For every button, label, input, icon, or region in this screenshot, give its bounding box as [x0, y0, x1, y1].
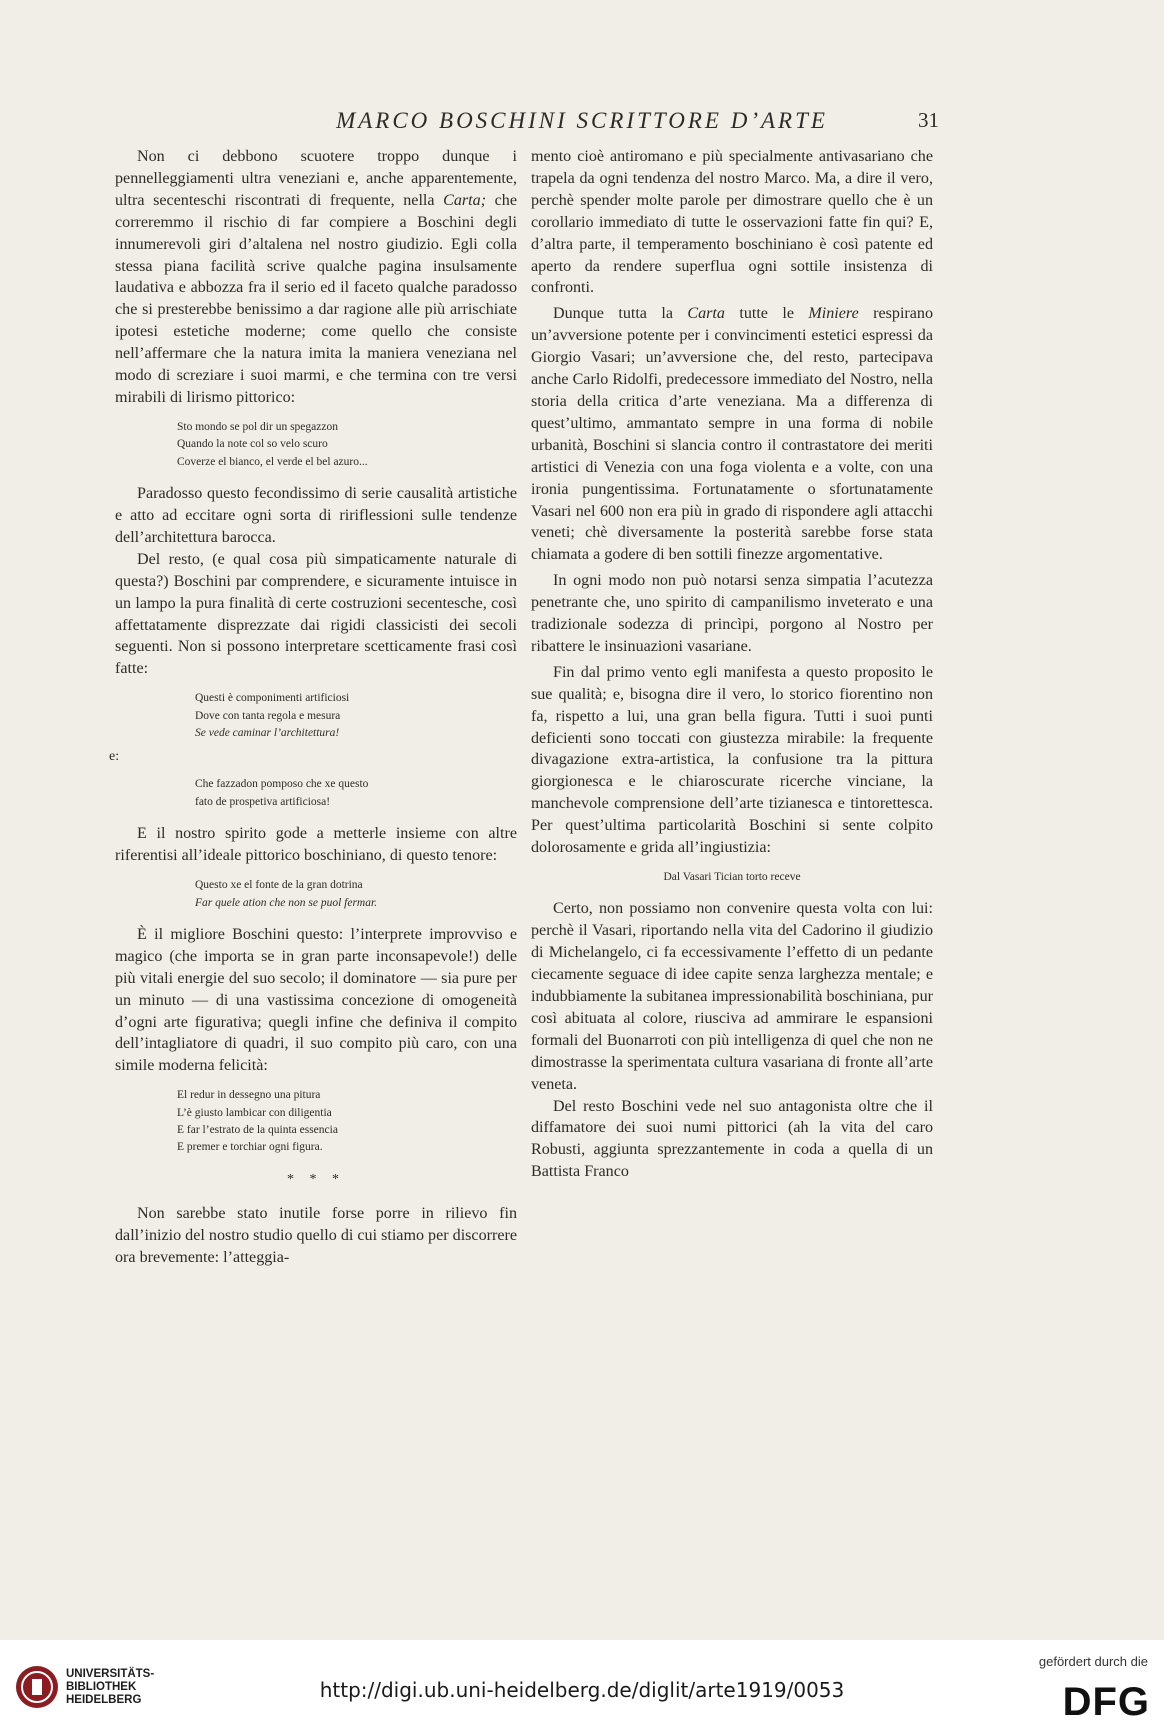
verse-quote [195, 690, 517, 742]
dfg-logo: DFG [1062, 1680, 1150, 1724]
verse-quote [177, 419, 517, 471]
verse-quote [195, 776, 517, 811]
paragraph: Non sarebbe stato inutile forse porre in rilievo fin dall’inizio del nostro studio quello di cui stiamo per discorrere ora brevemente: l’atteggia- [115, 1204, 517, 1266]
paragraph: Fin dal primo vento egli manifesta a questo proposito le sue qualità; e, bisogna dire il vero, lo storico fiorentino non fa, rispetto a lui, una gran bella figura. Tutti i suoi punti deficienti sono toccati con giustezza mirabile: la frequente divagazione extra-artistica, la confusione tra la pittura giorgionesca e le chiaroscurate ricerche vinciane, la manchevole comprensione dell’arte tizianesca e tintorettesca. Per quest’ultima particolarità Boschini si sente colpito dolorosamente e grida all’ingiustizia: [531, 663, 933, 857]
paragraph: Certo, non possiamo non convenire questa volta con lui: perchè il Vasari, riportando nella vita del Cadorino il giudizio di Michelangelo, ci fa eccessivamente l’effetto di un pedante ciecamente seguace di idee capite senza larghezza mentale; e indubbiamente la subitanea impressionabilità boschiniana, pur così abituata al colore, riusciva ad ammirare le espansioni formali del Buonarroti con più intelligenza di quel che non ne dimostrasse la sperimentata cultura vasariana di fronte all’arte veneta. [531, 900, 933, 1093]
verse-line: L’è giusto lambicar con diligentia [177, 1106, 332, 1119]
verse-line: Sto mondo se pol dir un spegazzon [177, 420, 338, 433]
italic-title: Carta [687, 305, 725, 323]
verse-line: Dal Vasari Tician torto receve [663, 871, 801, 883]
left-column [109, 146, 517, 1269]
verse-line: E far l’estrato de la quinta essencia [177, 1124, 338, 1137]
verse-line: E premer e torchiar ogni figura. [177, 1141, 323, 1154]
paragraph: Dunque tutta la Carta tutte le Miniere respirano un’avversione potente per i convincimenti estetici espressi da Giorgio Vasari; un’avversione che, del resto, partecipava anche Carlo Ridolfi, predecessore immediato del Nostro, nella storia della critica d’arte veneziana. Ma a differenza di quest’ultimo, ammantato sempre in una forma di nobile urbanità, Boschini si slancia contro il contrastatore dei meriti artistici di Venezia con una foga violenta e a volte, con una ironia pungentissima. Fortunatamente o sfortunatamente Vasari nel 600 non era più in grado di rispondere agli attacchi veneti; chè diversamente la posterità sarebbe forse stata chiamata a godere di ben sottili finezze argomentative. [531, 305, 934, 564]
verse-line: Se vede caminar l’architettura! [195, 727, 340, 740]
right-column [531, 146, 933, 1183]
paragraph: È il migliore Boschini questo: l’interprete improvviso e magico (che importa se in gran parte inconsapevole!) delle più vitali energie del suo secolo; il dominatore — sia pure per un minuto — di una vastissima concezione di omogeneità d’ogni arte figurativa; quegli infine che definiva il compito dell’intagliatore di quadri, il suo compito più caro, con una simile moderna felicità: [115, 925, 517, 1075]
conjunction: e: [109, 749, 120, 765]
verse-line: fato de prospetiva artificiosa! [195, 795, 331, 808]
page-number: 31 [918, 108, 939, 132]
section-separator: * * * [287, 1171, 345, 1187]
verse-line: Dove con tanta regola e mesura [195, 709, 341, 722]
verse-line: Questi è componimenti artificiosi [195, 692, 350, 705]
italic-title: Carta; [443, 191, 487, 209]
sponsor-label: gefördert durch die [1038, 1654, 1148, 1669]
verse-line: El redur in dessegno una pitura [177, 1089, 321, 1102]
verse-line: Questo xe el fonte de la gran dotrina [195, 879, 363, 892]
digitization-footer [0, 1640, 1164, 1734]
paragraph: mento cioè antiromano e più specialmente antivasariano che trapela da ogni tendenza del nostro Marco. Ma, a dire il vero, perchè spender molte parole per dimostrare quello che è un corollario immediato di tutte le osservazioni fatte fin qui? E, d’altra parte, il temperamento boschiniano è così patente ed aperto da rendere superflua ogni sottile insistenza di confronti. [531, 148, 933, 297]
paragraph: In ogni modo non può notarsi senza simpatia l’acutezza penetrante che, uno spirito di campanilismo inveterato e una tradizionale sodezza di princìpi, porgono al Nostro per ribattere le insinuazioni vasariane. [531, 572, 933, 655]
source-url-link[interactable]: http://digi.ub.uni-heidelberg.de/diglit/arte1919/0053 [319, 1678, 845, 1702]
running-title: MARCO BOSCHINI SCRITTORE D’ARTE [336, 108, 828, 133]
paragraph: Del resto, (e qual cosa più simpaticamente naturale di questa?) Boschini par comprendere, e sicuramente intuisce in un lampo la pura finalità di certe costruzioni secentesche, così affettatamente disprezzate dai rigidi classicisti dei secoli seguenti. Non si possono interpretare scetticamente frasi così fatte: [115, 550, 517, 678]
paragraph: Del resto Boschini vede nel suo antagonista oltre che il diffamatore dei suoi numi pittorici (ah la vita del caro Robusti, aggiunta sprezzantemente in coda a quella di un Battista Franco [531, 1097, 933, 1181]
paragraph: E il nostro spirito gode a metterle insieme con altre riferentisi all’ideale pittorico boschiniano, di questo tenore: [115, 825, 517, 865]
verse-quote [177, 1087, 517, 1157]
verse-quote [531, 869, 933, 886]
verse-line: Coverze el bianco, el verde el bel azuro... [177, 455, 368, 468]
verse-line: Far quele ation che non se puol fermar. [195, 896, 378, 909]
paragraph: Non ci debbono scuotere troppo dunque i pennelleggiamenti ultra veneziani e, anche apparentemente, ultra secenteschi riscontrati di frequente, nella Carta; che correremmo il rischio di far compiere a Boschini degli innumerevoli giri d’altalena nel nostro giudizio. Egli colla stessa piana facilità scrive qualche pagina insulsamente laudativa e abbozza fra il serio ed il faceto qualche paradosso che si presterebbe benissimo a dar ragione alle più arrischiate ipotesi estetiche moderne; come quello che consiste nell’affermare che la natura imita la maniera veneziana nel modo di screziare i suoi marmi, e che termina con tre versi mirabili di lirismo pittorico: [115, 148, 517, 406]
verse-line: Quando la note col so velo scuro [177, 438, 328, 451]
library-name: UNIVERSITÄTS- BIBLIOTHEK HEIDELBERG [66, 1668, 155, 1706]
verse-line: Che fazzadon pomposo che xe questo [195, 778, 369, 791]
page-header [0, 108, 1164, 138]
paragraph: Paradosso questo fecondissimo di serie causalità artistiche e atto ad eccitare ogni sorta di ririflessioni sulle tendenze dell’architettura barocca. [115, 485, 517, 546]
italic-title: Miniere [808, 305, 859, 323]
verse-quote [195, 877, 517, 912]
